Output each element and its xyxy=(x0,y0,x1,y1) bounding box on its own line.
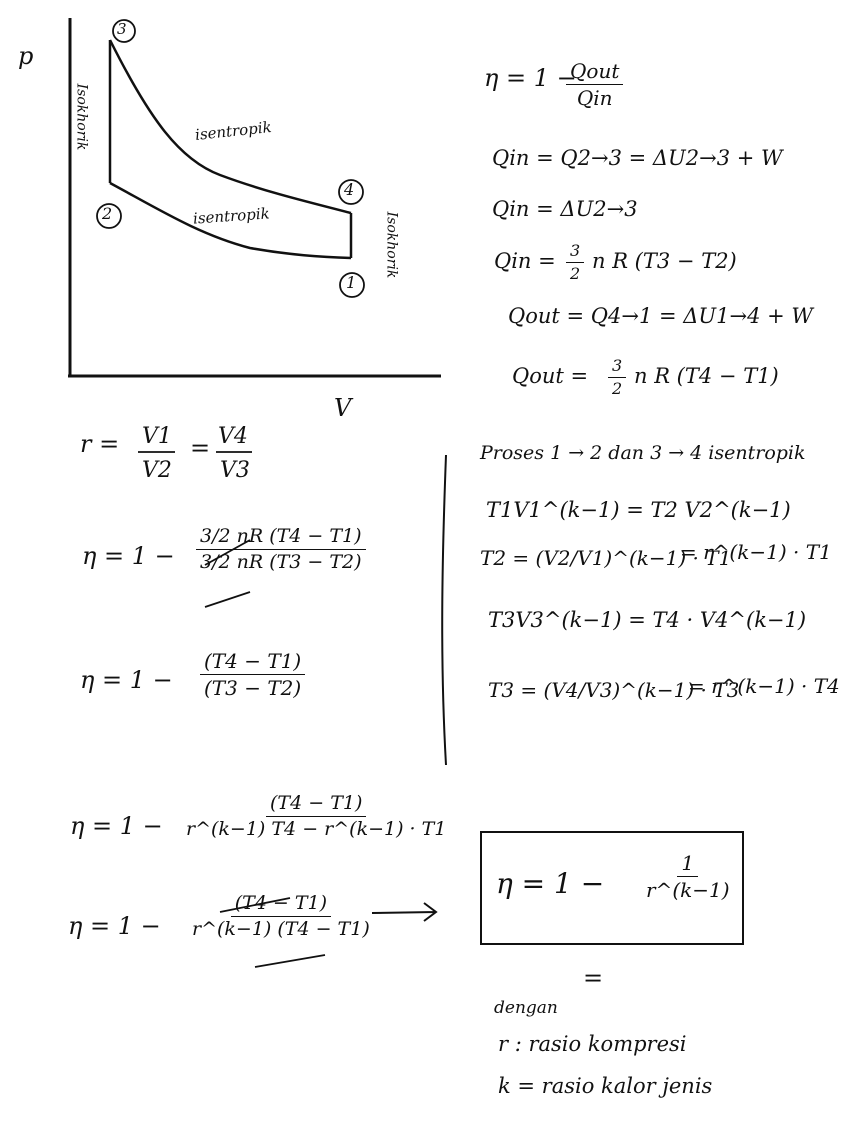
boxed-denominator: r^(k−1) xyxy=(646,878,730,902)
isokhorik-right-label: Isokhorik xyxy=(383,211,400,279)
point-1-label: 1 xyxy=(346,273,357,292)
eta-1-fraction xyxy=(196,526,366,573)
boxed-eta-lhs: η = 1 − xyxy=(496,867,605,900)
cancel-stroke-4 xyxy=(255,955,325,967)
legend-dengan: dengan xyxy=(494,998,558,1018)
qin-line-3-fraction xyxy=(566,242,584,282)
process-line-4-rhs: = r^(k−1) · T4 xyxy=(688,674,840,698)
boxed-numerator: 1 xyxy=(677,852,698,877)
qin-line-3-rhs: n R (T3 − T2) xyxy=(592,249,737,273)
ratio-equals: = xyxy=(190,434,211,462)
point-4-label: 4 xyxy=(344,180,355,199)
double-underline: = xyxy=(583,964,604,992)
eta-definition-fraction xyxy=(566,60,623,109)
eta-2-denominator: (T3 − T2) xyxy=(204,676,302,700)
eta-3-numerator: (T4 − T1) xyxy=(266,793,366,817)
isokhorik-left-label: Isokhorik xyxy=(73,83,90,151)
eta-4-fraction xyxy=(188,893,374,940)
qin-line-3-lhs: Qin = xyxy=(494,249,556,273)
isentropik-upper-label: isentropik xyxy=(194,118,273,144)
v-axis-label: V xyxy=(334,394,352,422)
point-2-label: 2 xyxy=(102,204,113,223)
boxed-fraction xyxy=(642,852,734,901)
qout-three: 3 xyxy=(608,357,626,378)
legend-r: r : rasio kompresi xyxy=(498,1032,687,1056)
eta-3-denominator: r^(k−1) T4 − r^(k−1) · T1 xyxy=(186,817,447,840)
eta-definition-lhs: η = 1 − xyxy=(484,64,577,92)
qin-line-2: Qin = ΔU2→3 xyxy=(492,197,638,221)
eta-1-denominator: 3/2 nR (T3 − T2) xyxy=(200,550,362,573)
eta-3-lhs: η = 1 − xyxy=(70,812,163,840)
eta-4-denominator: r^(k−1) (T4 − T1) xyxy=(192,917,370,940)
ratio-v4: V4 xyxy=(218,424,248,449)
process-line-4-lhs: T3 = (V4/V3)^(k−1) · T3 xyxy=(488,678,740,702)
eta-3-fraction xyxy=(182,793,450,840)
cancel-stroke-2 xyxy=(205,592,250,607)
qout-line-2-rhs: n R (T4 − T1) xyxy=(634,364,779,388)
ratio-v3: V3 xyxy=(220,458,250,483)
eta-2-numerator: (T4 − T1) xyxy=(200,650,305,675)
eta-2-fraction xyxy=(200,650,305,699)
eta-2-lhs: η = 1 − xyxy=(80,666,173,694)
process-line-3: T3V3^(k−1) = T4 · V4^(k−1) xyxy=(488,608,807,632)
eta-1-numerator: 3/2 nR (T4 − T1) xyxy=(196,526,366,550)
qin-line-1: Qin = Q2→3 = ΔU2→3 + W xyxy=(492,146,783,170)
column-divider xyxy=(442,455,446,765)
qout-line-2-fraction xyxy=(608,357,626,397)
process-line-2-rhs: = r^(k−1) · T1 xyxy=(680,540,832,564)
process-line-2-lhs: T2 = (V2/V1)^(k−1) · T1 xyxy=(480,546,732,570)
qin-three: 3 xyxy=(566,242,584,263)
p-axis-label: p xyxy=(18,42,34,70)
ratio-v2: V2 xyxy=(142,458,172,483)
q-in-denominator: Qin xyxy=(576,86,613,110)
qout-line-2-lhs: Qout = xyxy=(512,364,589,388)
ratio-lhs: r = xyxy=(80,430,120,458)
point-3-label: 3 xyxy=(117,20,127,38)
qin-two: 2 xyxy=(570,263,581,283)
isentropik-lower-label: isentropik xyxy=(192,204,271,228)
arrow-line xyxy=(372,903,436,921)
eta-4-lhs: η = 1 − xyxy=(68,912,161,940)
qout-two: 2 xyxy=(612,378,623,398)
qout-line-1: Qout = Q4→1 = ΔU1→4 + W xyxy=(508,304,813,328)
process-title: Proses 1 → 2 dan 3 → 4 isentropik xyxy=(480,442,806,464)
ratio-v1: V1 xyxy=(142,424,172,449)
legend-k: k = rasio kalor jenis xyxy=(498,1074,713,1098)
eta-4-numerator: (T4 − T1) xyxy=(231,893,331,917)
eta-1-lhs: η = 1 − xyxy=(82,542,175,570)
process-line-1: T1V1^(k−1) = T2 V2^(k−1) xyxy=(486,498,791,522)
q-out-numerator: Qout xyxy=(566,60,623,85)
